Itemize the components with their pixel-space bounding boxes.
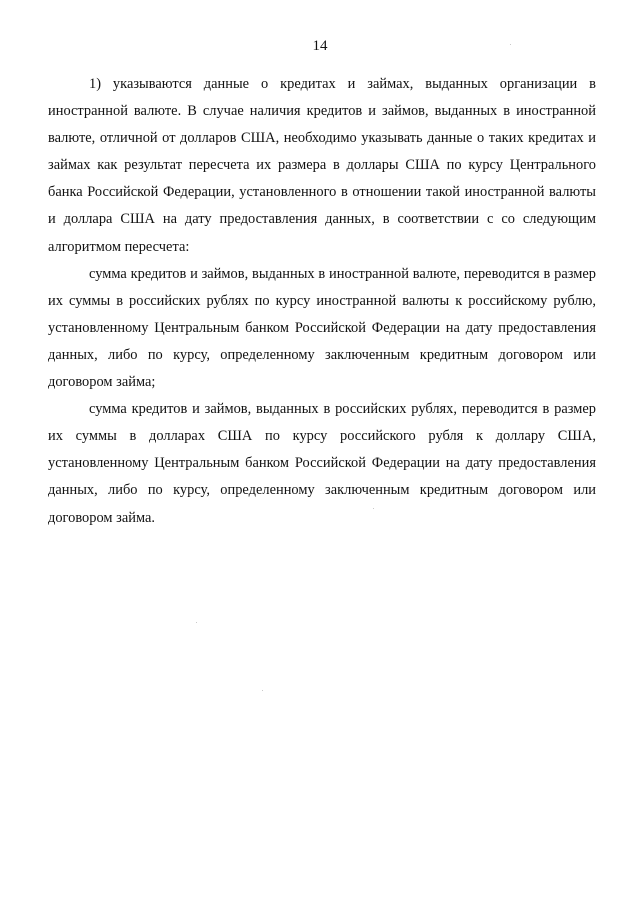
- scan-speck: [510, 44, 511, 45]
- scan-speck: [196, 622, 197, 623]
- scan-speck: [373, 508, 374, 509]
- paragraph-2: сумма кредитов и займов, выданных в иностранной валюте, переводится в размер их суммы в российских рублях по курсу иностранной валюты к российскому рублю, установленному Центральным банком Российской Федерации на дату предоставления данных, либо по курсу, определенному заключенным кредитным договором или договором займа;: [48, 265, 596, 391]
- document-body: [48, 71, 596, 532]
- paragraph-1: 1) указываются данные о кредитах и займах, выданных организации в иностранной валюте. В случае наличия кредитов и займов, выданных в иностранной валюте, отличной от долларов США, необходимо указывать данные о таких кредитах и займах как результат пересчета их размера в доллары США по курсу Центрального банка Российской Федерации, установленного в отношении такой иностранной валюты и доллара США на дату предоставления данных, в соответствии с со следующим алгоритмом пересчета:: [48, 76, 596, 255]
- paragraph-3: сумма кредитов и займов, выданных в российских рублях, переводится в размер их суммы в долларах США по курсу российского рубля к доллару США, установленному Центральным банком Российской Федерации на дату предоставления данных, либо по курсу, определенному заключенным кредитным договором или договором займа.: [48, 401, 596, 526]
- page-number: 14: [312, 38, 328, 54]
- scan-speck: [262, 690, 263, 691]
